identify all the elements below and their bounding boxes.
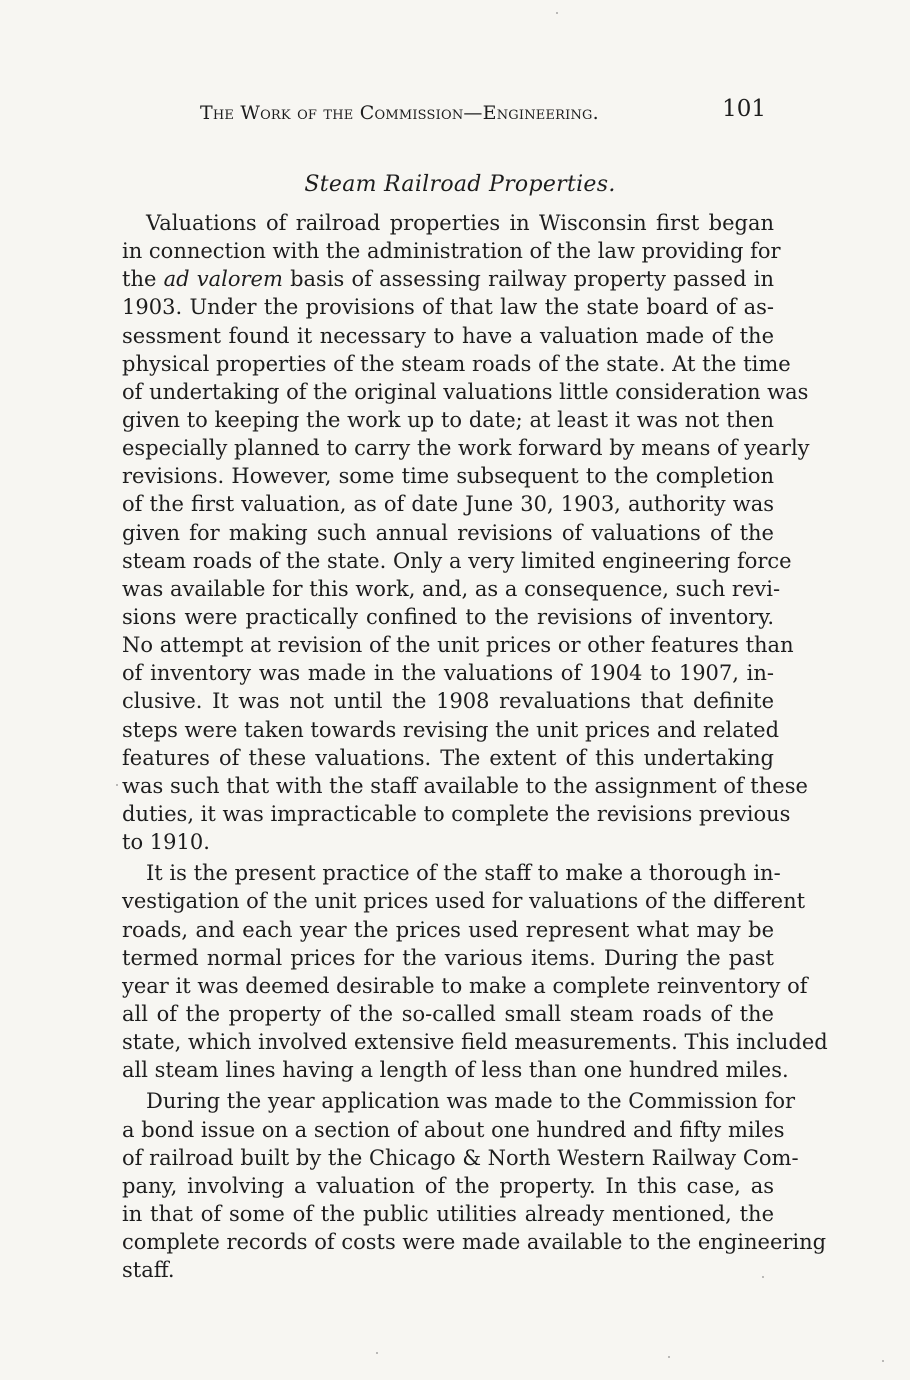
paper-speck xyxy=(376,1352,378,1354)
text-line: No attempt at revision of the unit prices or other features than xyxy=(122,633,794,658)
text-line: roads, and each year the prices used represent what may be xyxy=(122,917,774,942)
body-text xyxy=(122,209,828,1284)
text-line: year it was deemed desirable to make a complete reinventory of xyxy=(122,973,808,998)
paper-speck xyxy=(116,784,118,786)
text-line: of undertaking of the original valuations little consideration was xyxy=(122,379,809,404)
paragraph xyxy=(122,859,828,1084)
text-line: was such that with the staff available to the assignment of these xyxy=(122,773,808,798)
text-line: steam roads of the state. Only a very limited engineering force xyxy=(122,548,792,573)
paragraph xyxy=(122,209,810,856)
text-line: of railroad built by the Chicago & North Western Railway Com- xyxy=(122,1145,799,1170)
paper-speck xyxy=(882,1360,884,1362)
page-header xyxy=(200,96,766,126)
text-line: all of the property of the so-called small steam roads of the xyxy=(122,1001,774,1026)
text-line: all steam lines having a length of less than one hundred miles. xyxy=(122,1058,789,1083)
text-line: in connection with the administration of the law providing for xyxy=(122,239,781,264)
text-line: especially planned to carry the work forward by means of yearly xyxy=(122,436,810,461)
text-line: a bond issue on a section of about one hundred and fifty miles xyxy=(122,1117,785,1142)
text-line: staff. xyxy=(122,1258,175,1283)
text-line: physical properties of the steam roads of the state. At the time xyxy=(122,351,791,376)
section-title: Steam Railroad Properties. xyxy=(304,172,616,197)
paper-speck xyxy=(762,1276,764,1278)
text-line: sions were practically confined to the revisions of inventory. xyxy=(122,604,774,629)
text-line: Valuations of railroad properties in Wisconsin first began xyxy=(146,211,774,235)
paper-speck xyxy=(668,1356,670,1358)
page-number: 101 xyxy=(722,96,766,122)
text-line: revisions. However, some time subsequent to the completion xyxy=(122,464,774,489)
text-line: given for making such annual revisions of valuations of the xyxy=(122,520,774,545)
text-line: of the first valuation, as of date June 30, 1903, authority was xyxy=(122,492,774,517)
text-line: of inventory was made in the valuations of 1904 to 1907, in- xyxy=(122,661,774,686)
text-line: vestigation of the unit prices used for valuations of the different xyxy=(122,889,806,914)
text-line: 1903. Under the provisions of that law the state board of as- xyxy=(122,295,774,320)
text-line: pany, involving a valuation of the property. In this case, as xyxy=(122,1173,774,1198)
text-line: in that of some of the public utilities already mentioned, the xyxy=(122,1201,774,1226)
text-line: features of these valuations. The extent of this undertaking xyxy=(122,745,774,770)
text-line: sessment found it necessary to have a valuation made of the xyxy=(122,323,774,348)
text-line: termed normal prices for the various items. During the past xyxy=(122,945,774,970)
text-line: clusive. It was not until the 1908 revaluations that definite xyxy=(122,689,774,714)
text-line: steps were taken towards revising the unit prices and related xyxy=(122,717,780,742)
text-line: duties, it was impracticable to complete the revisions previous xyxy=(122,801,791,826)
text-line: was available for this work, and, as a consequence, such revi- xyxy=(122,576,781,601)
text-line: It is the present practice of the staff to make a thorough in- xyxy=(146,861,781,886)
text-line: given to keeping the work up to date; at least it was not then xyxy=(122,407,774,432)
latin-phrase: ad valorem xyxy=(163,267,283,292)
text-line: complete records of costs were made available to the engineering xyxy=(122,1230,827,1255)
running-head: The Work of the Commission—Engineering. xyxy=(200,102,599,124)
paper-speck xyxy=(556,12,558,14)
text-line: the ad valorem basis of assessing railway property passed in xyxy=(122,267,774,292)
paragraph xyxy=(122,1087,827,1284)
text-line: During the year application was made to the Commission for xyxy=(146,1089,796,1114)
text-line: to 1910. xyxy=(122,830,210,855)
text-line: state, which involved extensive field measurements. This included xyxy=(122,1030,828,1055)
